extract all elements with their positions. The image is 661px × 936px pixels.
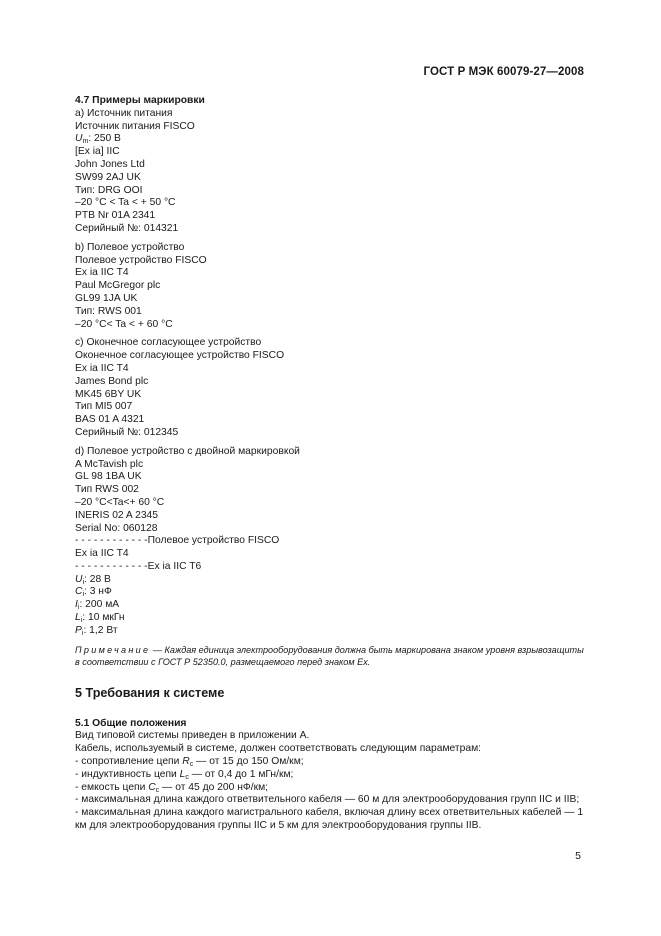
example-line: c) Оконечное согласующее устройство xyxy=(75,337,262,349)
paragraph: Кабель, используемый в системе, должен соответствовать следующим параметрам: xyxy=(75,743,482,755)
example-line: a) Источник питания xyxy=(75,107,173,119)
example-line: Serial No: 060128 xyxy=(75,522,158,534)
note-label: Примечание xyxy=(75,644,151,655)
example-line: Paul McGregor plc xyxy=(75,280,161,292)
param-sub: m xyxy=(82,138,89,146)
example-line: Тип MI5 007 xyxy=(75,401,133,413)
param-value: : 3 нФ xyxy=(84,586,112,598)
cable-param-item xyxy=(75,756,585,769)
example-b xyxy=(75,242,585,332)
param-var: P xyxy=(75,624,82,636)
section-5-title: 5 Требования к системе xyxy=(75,685,225,700)
example-line: Ex ia IIC T4 xyxy=(75,362,129,374)
item-text: - емкость цепи xyxy=(75,781,149,793)
example-d xyxy=(75,446,585,638)
example-line: - - - - - - - - - - - -Ex ia IIC T6 xyxy=(75,560,202,572)
paragraph: - максимальная длина каждого ответвительного кабеля — 60 м для электрооборудования групп IIC и IIB; xyxy=(75,794,580,806)
entity-param xyxy=(75,586,585,599)
paragraph: - максимальная длина каждого магистрального кабеля, включая длину всех ответвительных кабелей — 1 км для электрооборудования группы IIC и 5 км для электрооборудования группы IIB. xyxy=(75,807,584,832)
example-line: Серийный №: 014321 xyxy=(75,222,179,234)
note xyxy=(75,644,585,669)
param-sub: c xyxy=(185,773,189,781)
param-sub: i xyxy=(82,578,84,586)
example-line: Тип: RWS 001 xyxy=(75,305,142,317)
param-var: R xyxy=(182,756,190,768)
example-line: d) Полевое устройство с двойной маркировкой xyxy=(75,445,300,457)
item-text: — от 15 до 150 Ом/км; xyxy=(193,756,304,768)
example-line: b) Полевое устройство xyxy=(75,241,185,253)
example-line: GL99 1JA UK xyxy=(75,292,138,304)
example-line: A McTavish plc xyxy=(75,458,144,470)
paragraph: Вид типовой системы приведен в приложении А. xyxy=(75,730,310,742)
example-line: Тип: DRG OOI xyxy=(75,184,143,196)
param-value: : 28 В xyxy=(84,573,111,585)
param-var: C xyxy=(75,586,83,598)
param-value: : 200 мА xyxy=(79,599,120,611)
param-sub: i xyxy=(77,604,80,612)
param-var: L xyxy=(179,768,186,780)
param-sub: c xyxy=(189,761,194,769)
example-line: Источник питания FISCO xyxy=(75,120,195,132)
cable-param-item xyxy=(75,769,585,782)
param-var: U xyxy=(75,573,83,585)
example-line: –20 °C < Ta < + 50 °C xyxy=(75,197,176,209)
param-var: C xyxy=(148,781,156,793)
item-text: — от 0,4 до 1 мГн/км; xyxy=(188,768,294,780)
param-sub: i xyxy=(82,591,84,599)
param-var: I xyxy=(75,599,78,611)
example-line: John Jones Ltd xyxy=(75,158,145,170)
note-text: — Каждая единица электрооборудования должна быть маркирована знаком уровня взрывозащиты в соответствии с ГОСТ Р 52350.0, размещаемого перед знаком Ex. xyxy=(75,644,584,668)
item-text: - индуктивность цепи xyxy=(75,768,180,780)
entity-param xyxy=(75,574,585,587)
param-value: : 1,2 Вт xyxy=(83,624,118,636)
example-line: –20 °C<Ta<+ 60 °C xyxy=(75,496,165,508)
example-line: Серийный №: 012345 xyxy=(75,426,179,438)
section-5-1-title: 5.1 Общие положения xyxy=(75,717,187,729)
entity-param xyxy=(75,612,585,625)
item-text: - сопротивление цепи xyxy=(75,756,183,768)
example-line: - - - - - - - - - - - -Полевое устройство FISCO xyxy=(75,535,280,547)
page-content xyxy=(75,95,585,833)
standard-header: ГОСТ Р МЭК 60079-27—2008 xyxy=(423,66,584,78)
example-line: Ex ia IIC T4 xyxy=(75,548,129,560)
example-c xyxy=(75,337,585,439)
example-line: PTB Nr 01A 2341 xyxy=(75,210,156,222)
entity-param xyxy=(75,599,585,612)
cable-param-item xyxy=(75,782,585,795)
example-line: MK45 6BY UK xyxy=(75,388,142,400)
example-line: –20 °C< Ta < + 60 °C xyxy=(75,318,173,330)
example-line: James Bond plc xyxy=(75,375,149,387)
example-line: Ex ia IIC T4 xyxy=(75,267,129,279)
page-number: 5 xyxy=(575,850,581,862)
param-value: : 10 мкГн xyxy=(82,612,125,624)
param-var: U xyxy=(75,133,83,145)
param-sub: c xyxy=(155,786,160,794)
entity-param xyxy=(75,625,585,638)
param-var: L xyxy=(75,612,81,624)
example-line: INERIS 02 A 2345 xyxy=(75,509,159,521)
example-line: Оконечное согласующее устройство FISCO xyxy=(75,350,285,362)
example-line: [Ex ia] IIC xyxy=(75,146,120,158)
section-4-7-title: 4.7 Примеры маркировки xyxy=(75,95,205,106)
example-line: Полевое устройство FISCO xyxy=(75,254,207,266)
item-text: — от 45 до 200 нФ/км; xyxy=(159,781,269,793)
example-line: SW99 2AJ UK xyxy=(75,171,141,183)
param-sub: i xyxy=(81,629,84,637)
param-value: : 250 В xyxy=(88,133,121,145)
param-sub: i xyxy=(80,617,83,625)
example-a xyxy=(75,108,585,236)
example-param-um xyxy=(75,133,585,146)
example-line: GL 98 1BA UK xyxy=(75,471,142,483)
example-line: BAS 01 A 4321 xyxy=(75,414,145,426)
example-line: Тип RWS 002 xyxy=(75,484,139,496)
